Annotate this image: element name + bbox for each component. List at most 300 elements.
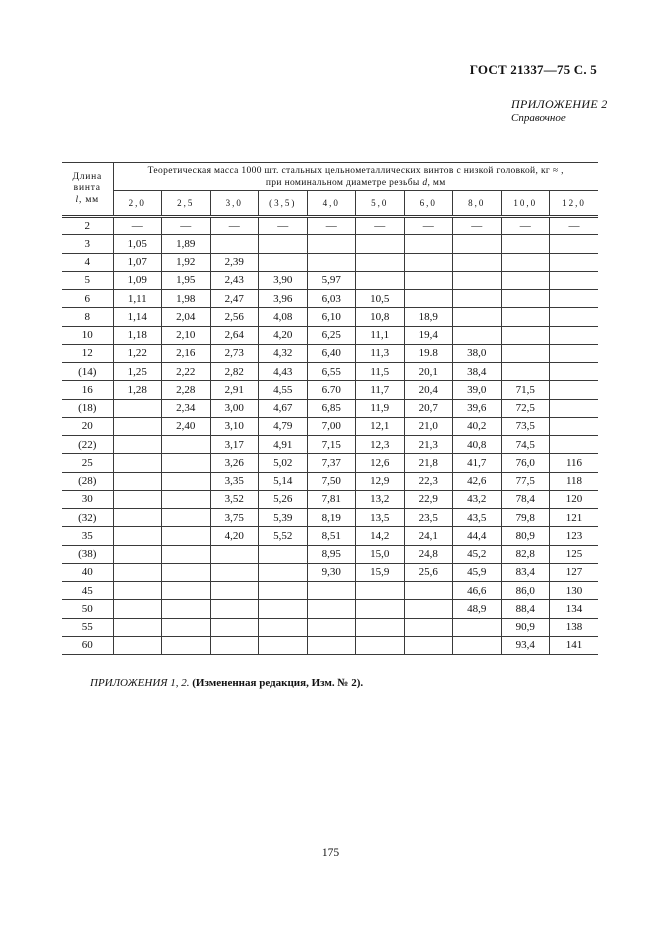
value-cell (162, 509, 211, 527)
value-cell: — (501, 217, 550, 235)
value-cell (307, 582, 356, 600)
value-cell: 90,9 (501, 618, 550, 636)
value-cell: 40,2 (453, 417, 502, 435)
value-cell (501, 235, 550, 253)
value-cell (404, 600, 453, 618)
value-cell: 2,34 (162, 399, 211, 417)
value-cell: 14,2 (356, 527, 405, 545)
value-cell (453, 290, 502, 308)
value-cell: 2,16 (162, 344, 211, 362)
value-cell: 13,2 (356, 490, 405, 508)
value-cell: 41,7 (453, 454, 502, 472)
value-cell: 6,40 (307, 344, 356, 362)
value-cell: 3,17 (210, 436, 259, 454)
column-header: 6,0 (404, 191, 453, 217)
value-cell: 45,2 (453, 545, 502, 563)
value-cell: 4,08 (259, 308, 308, 326)
value-cell: 7,50 (307, 472, 356, 490)
table-row (62, 490, 598, 508)
value-cell: 73,5 (501, 417, 550, 435)
row-length-cell: 2 (62, 217, 113, 235)
table-row (62, 600, 598, 618)
value-cell: 1,09 (113, 271, 162, 289)
value-cell: 11,9 (356, 399, 405, 417)
appendix-title: ПРИЛОЖЕНИЕ 2 (511, 97, 608, 111)
value-cell (550, 271, 599, 289)
value-cell: 12,6 (356, 454, 405, 472)
value-cell: 3,75 (210, 509, 259, 527)
value-cell: 4,43 (259, 363, 308, 381)
value-cell: 1,89 (162, 235, 211, 253)
value-cell: 77,5 (501, 472, 550, 490)
table-row (62, 436, 598, 454)
value-cell (210, 545, 259, 563)
value-cell (113, 600, 162, 618)
value-cell (259, 636, 308, 654)
column-group-unit: , мм (427, 177, 446, 188)
value-cell (259, 582, 308, 600)
row-length-cell: 55 (62, 618, 113, 636)
value-cell (501, 363, 550, 381)
value-cell (162, 454, 211, 472)
value-cell (550, 308, 599, 326)
value-cell: 83,4 (501, 563, 550, 581)
row-header-symbol: l (75, 194, 79, 205)
value-cell (162, 545, 211, 563)
value-cell (113, 454, 162, 472)
value-cell: 44,4 (453, 527, 502, 545)
value-cell: 12,3 (356, 436, 405, 454)
value-cell: 38,0 (453, 344, 502, 362)
value-cell: 7,15 (307, 436, 356, 454)
value-cell: 7,37 (307, 454, 356, 472)
value-cell: 3,35 (210, 472, 259, 490)
table-row (62, 509, 598, 527)
value-cell: 4,20 (210, 527, 259, 545)
value-cell (404, 235, 453, 253)
value-cell: — (259, 217, 308, 235)
value-cell: 4,67 (259, 399, 308, 417)
value-cell (501, 253, 550, 271)
value-cell: 1,11 (113, 290, 162, 308)
value-cell (356, 253, 405, 271)
value-cell: — (356, 217, 405, 235)
row-length-cell: 35 (62, 527, 113, 545)
table-row (62, 618, 598, 636)
value-cell: 6.70 (307, 381, 356, 399)
row-header-line1: Длина (72, 171, 103, 182)
value-cell: 2,40 (162, 417, 211, 435)
value-cell: 6,10 (307, 308, 356, 326)
value-cell (404, 636, 453, 654)
column-group-line2 (114, 177, 599, 189)
value-cell: 20,1 (404, 363, 453, 381)
value-cell: 9,30 (307, 563, 356, 581)
value-cell: 1,14 (113, 308, 162, 326)
value-cell: 7,81 (307, 490, 356, 508)
value-cell (162, 582, 211, 600)
value-cell: 3,96 (259, 290, 308, 308)
value-cell (453, 271, 502, 289)
value-cell: 8,51 (307, 527, 356, 545)
value-cell: 4,55 (259, 381, 308, 399)
value-cell: 1,07 (113, 253, 162, 271)
value-cell: 82,8 (501, 545, 550, 563)
value-cell (113, 472, 162, 490)
row-length-cell: (18) (62, 399, 113, 417)
value-cell: — (210, 217, 259, 235)
document-reference: ГОСТ 21337—75 С. 5 (469, 62, 597, 77)
value-cell (162, 563, 211, 581)
value-cell (162, 636, 211, 654)
column-group-prefix: при номинальном диаметре резьбы (265, 177, 423, 188)
value-cell: 2,91 (210, 381, 259, 399)
value-cell (113, 636, 162, 654)
value-cell: 125 (550, 545, 599, 563)
value-cell (113, 582, 162, 600)
row-length-cell: 6 (62, 290, 113, 308)
value-cell: 72,5 (501, 399, 550, 417)
column-header: 10,0 (501, 191, 550, 217)
row-header-line2: винта (73, 183, 101, 194)
value-cell (113, 436, 162, 454)
table-row (62, 344, 598, 362)
value-cell: 3,10 (210, 417, 259, 435)
value-cell (113, 545, 162, 563)
row-header-length (62, 163, 113, 217)
value-cell (307, 636, 356, 654)
value-cell (113, 618, 162, 636)
value-cell: 2,64 (210, 326, 259, 344)
value-cell: 11,5 (356, 363, 405, 381)
row-length-cell: 25 (62, 454, 113, 472)
value-cell: 134 (550, 600, 599, 618)
row-length-cell: 60 (62, 636, 113, 654)
column-header: 12,0 (550, 191, 599, 217)
table-row (62, 217, 598, 235)
value-cell: 2,56 (210, 308, 259, 326)
value-cell: 23,5 (404, 509, 453, 527)
value-cell: 1,28 (113, 381, 162, 399)
value-cell: 6,03 (307, 290, 356, 308)
value-cell: 24,8 (404, 545, 453, 563)
column-group-line1: Теоретическая масса 1000 шт. стальных цельнометаллических винтов с низкой головкой, кг ≈ , (147, 165, 564, 176)
table-row (62, 308, 598, 326)
value-cell (259, 563, 308, 581)
value-cell: 43,2 (453, 490, 502, 508)
value-cell (550, 417, 599, 435)
row-length-cell: 50 (62, 600, 113, 618)
column-header: 2,5 (162, 191, 211, 217)
value-cell: 2,73 (210, 344, 259, 362)
table-row (62, 399, 598, 417)
value-cell (356, 636, 405, 654)
table-row (62, 290, 598, 308)
table-row (62, 271, 598, 289)
value-cell: 1,05 (113, 235, 162, 253)
value-cell (550, 326, 599, 344)
row-length-cell: 10 (62, 326, 113, 344)
value-cell: 20,7 (404, 399, 453, 417)
row-length-cell: 40 (62, 563, 113, 581)
value-cell: 20,4 (404, 381, 453, 399)
value-cell (210, 235, 259, 253)
value-cell: 10,5 (356, 290, 405, 308)
value-cell: 48,9 (453, 600, 502, 618)
value-cell: 19,4 (404, 326, 453, 344)
value-cell (550, 253, 599, 271)
table-row (62, 527, 598, 545)
value-cell (259, 600, 308, 618)
value-cell: 74,5 (501, 436, 550, 454)
value-cell (550, 436, 599, 454)
value-cell: 19.8 (404, 344, 453, 362)
footnote-appendix-ref: ПРИЛОЖЕНИЯ 1, 2. (90, 677, 190, 689)
value-cell: 1,22 (113, 344, 162, 362)
value-cell (404, 271, 453, 289)
value-cell: 11,3 (356, 344, 405, 362)
value-cell: 5,39 (259, 509, 308, 527)
row-length-cell: 3 (62, 235, 113, 253)
value-cell (113, 490, 162, 508)
value-cell: 2,28 (162, 381, 211, 399)
appendix-subtitle: Справочное (511, 112, 566, 124)
value-cell: 123 (550, 527, 599, 545)
value-cell: 130 (550, 582, 599, 600)
value-cell (404, 290, 453, 308)
value-cell: — (307, 217, 356, 235)
row-length-cell: 16 (62, 381, 113, 399)
value-cell: 45,9 (453, 563, 502, 581)
column-header-row (62, 191, 598, 217)
value-cell: 6,25 (307, 326, 356, 344)
value-cell: 1,95 (162, 271, 211, 289)
value-cell: 13,5 (356, 509, 405, 527)
value-cell (113, 563, 162, 581)
value-cell: 120 (550, 490, 599, 508)
table-row (62, 253, 598, 271)
value-cell (307, 600, 356, 618)
table-row (62, 326, 598, 344)
value-cell: 2,10 (162, 326, 211, 344)
value-cell (453, 326, 502, 344)
value-cell: 18,9 (404, 308, 453, 326)
table-row (62, 582, 598, 600)
value-cell: 1,25 (113, 363, 162, 381)
value-cell: 5,26 (259, 490, 308, 508)
value-cell (501, 290, 550, 308)
column-group-symbol: d (422, 177, 428, 188)
value-cell: 80,9 (501, 527, 550, 545)
value-cell: 5,02 (259, 454, 308, 472)
value-cell: — (453, 217, 502, 235)
value-cell (453, 618, 502, 636)
value-cell (550, 290, 599, 308)
screw-mass-table (62, 162, 598, 655)
value-cell: 7,00 (307, 417, 356, 435)
value-cell: 11,1 (356, 326, 405, 344)
value-cell: 43,5 (453, 509, 502, 527)
value-cell (259, 253, 308, 271)
value-cell (307, 253, 356, 271)
value-cell (356, 235, 405, 253)
value-cell: 22,3 (404, 472, 453, 490)
row-length-cell: 20 (62, 417, 113, 435)
value-cell (501, 271, 550, 289)
value-cell (453, 253, 502, 271)
row-length-cell: (28) (62, 472, 113, 490)
footnote (90, 677, 363, 689)
value-cell: 121 (550, 509, 599, 527)
value-cell: 2,39 (210, 253, 259, 271)
column-header: 8,0 (453, 191, 502, 217)
value-cell: 46,6 (453, 582, 502, 600)
row-header-unit-line (62, 195, 113, 207)
value-cell: 4,91 (259, 436, 308, 454)
value-cell (404, 618, 453, 636)
value-cell (550, 399, 599, 417)
value-cell: 39,0 (453, 381, 502, 399)
value-cell (113, 527, 162, 545)
row-length-cell: 8 (62, 308, 113, 326)
value-cell (210, 618, 259, 636)
table-row (62, 563, 598, 581)
value-cell (113, 399, 162, 417)
value-cell (210, 582, 259, 600)
value-cell (501, 326, 550, 344)
value-cell: 25,6 (404, 563, 453, 581)
row-length-cell: (22) (62, 436, 113, 454)
value-cell: 22,9 (404, 490, 453, 508)
value-cell: 6,55 (307, 363, 356, 381)
value-cell: 138 (550, 618, 599, 636)
value-cell (162, 527, 211, 545)
value-cell (210, 600, 259, 618)
value-cell (307, 235, 356, 253)
value-cell (501, 308, 550, 326)
value-cell: 24,1 (404, 527, 453, 545)
value-cell: 6,85 (307, 399, 356, 417)
row-length-cell: (38) (62, 545, 113, 563)
row-length-cell: 5 (62, 271, 113, 289)
row-length-cell: 12 (62, 344, 113, 362)
value-cell: 40,8 (453, 436, 502, 454)
value-cell: 12,1 (356, 417, 405, 435)
table-body (62, 217, 598, 655)
value-cell: 4,20 (259, 326, 308, 344)
column-header: 4,0 (307, 191, 356, 217)
value-cell (162, 600, 211, 618)
value-cell (356, 618, 405, 636)
value-cell: 3,26 (210, 454, 259, 472)
value-cell (550, 344, 599, 362)
value-cell (404, 582, 453, 600)
value-cell: 11,7 (356, 381, 405, 399)
value-cell: 118 (550, 472, 599, 490)
table-row (62, 235, 598, 253)
table-row (62, 545, 598, 563)
page-number: 175 (321, 847, 340, 859)
value-cell (453, 235, 502, 253)
row-length-cell: (32) (62, 509, 113, 527)
value-cell: 93,4 (501, 636, 550, 654)
table-row (62, 363, 598, 381)
value-cell: 21,0 (404, 417, 453, 435)
value-cell (356, 582, 405, 600)
value-cell: 88,4 (501, 600, 550, 618)
value-cell (550, 381, 599, 399)
value-cell (210, 563, 259, 581)
footnote-revision: (Измененная редакция, Изм. № 2). (192, 677, 364, 689)
table-row (62, 381, 598, 399)
value-cell: 2,82 (210, 363, 259, 381)
value-cell: 1,18 (113, 326, 162, 344)
row-header-unit: , мм (78, 194, 99, 205)
table-row (62, 454, 598, 472)
value-cell (162, 472, 211, 490)
value-cell (259, 618, 308, 636)
value-cell: 127 (550, 563, 599, 581)
value-cell: 4,79 (259, 417, 308, 435)
table-row (62, 472, 598, 490)
value-cell (404, 253, 453, 271)
value-cell: 2,47 (210, 290, 259, 308)
value-cell (501, 344, 550, 362)
value-cell: 2,22 (162, 363, 211, 381)
value-cell: 5,97 (307, 271, 356, 289)
value-cell: 38,4 (453, 363, 502, 381)
value-cell: — (162, 217, 211, 235)
value-cell (113, 417, 162, 435)
value-cell (356, 600, 405, 618)
value-cell: 2,04 (162, 308, 211, 326)
table-row (62, 417, 598, 435)
row-length-cell: (14) (62, 363, 113, 381)
column-header: 3,0 (210, 191, 259, 217)
value-cell: 4,32 (259, 344, 308, 362)
value-cell: 12,9 (356, 472, 405, 490)
value-cell: 78,4 (501, 490, 550, 508)
value-cell: 3,52 (210, 490, 259, 508)
value-cell (550, 235, 599, 253)
value-cell: 76,0 (501, 454, 550, 472)
column-header: 5,0 (356, 191, 405, 217)
value-cell (259, 235, 308, 253)
value-cell: 15,0 (356, 545, 405, 563)
row-length-cell: 4 (62, 253, 113, 271)
value-cell: 141 (550, 636, 599, 654)
value-cell: 21,3 (404, 436, 453, 454)
value-cell: 5,52 (259, 527, 308, 545)
value-cell: 5,14 (259, 472, 308, 490)
value-cell (113, 509, 162, 527)
value-cell: 2,43 (210, 271, 259, 289)
value-cell: 8,95 (307, 545, 356, 563)
value-cell (453, 636, 502, 654)
column-group-header (113, 163, 598, 191)
value-cell: 39,6 (453, 399, 502, 417)
column-header: 2,0 (113, 191, 162, 217)
value-cell (307, 618, 356, 636)
value-cell (162, 490, 211, 508)
appendix-heading (511, 97, 608, 125)
value-cell: 79,8 (501, 509, 550, 527)
value-cell: — (550, 217, 599, 235)
value-cell: — (404, 217, 453, 235)
value-cell (356, 271, 405, 289)
value-cell: 1,92 (162, 253, 211, 271)
value-cell (210, 636, 259, 654)
